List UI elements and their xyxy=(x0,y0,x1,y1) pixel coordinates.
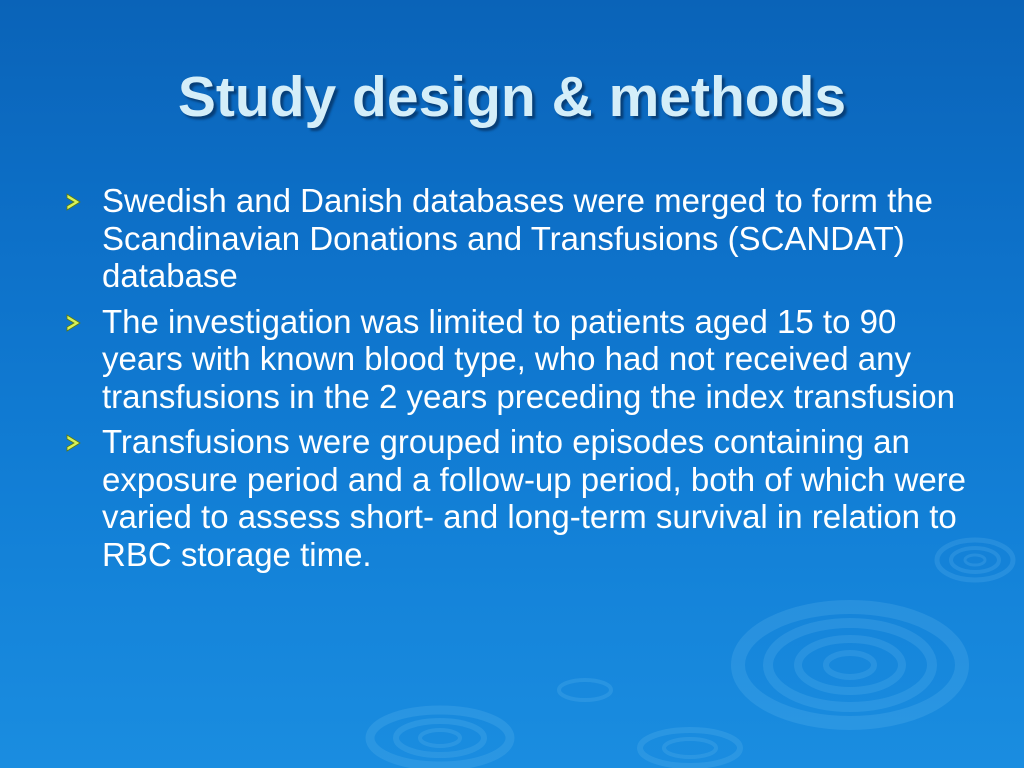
bullet-text: The investigation was limited to patients aged 15 to 90 years with known blood type, who had not received any transfusions in the 2 years preceding the index transfusion xyxy=(102,302,956,415)
bullet-text: Transfusions were grouped into episodes containing an exposure period and a follow-up period, both of which were varied to assess short- and long-term survival in relation to RBC storage time. xyxy=(102,423,967,573)
bullet-text: Swedish and Danish databases were merged to form the Scandinavian Donations and Transfusions (SCANDAT) database xyxy=(102,182,933,294)
chevron-arrow-icon xyxy=(64,434,82,452)
bullet-item xyxy=(62,423,972,573)
chevron-arrow-icon xyxy=(64,314,82,332)
bullet-list xyxy=(62,182,972,581)
bullet-item xyxy=(62,303,972,416)
bullet-item xyxy=(62,182,972,295)
slide-title: Study design & methods xyxy=(177,65,847,129)
chevron-arrow-icon xyxy=(64,193,82,211)
